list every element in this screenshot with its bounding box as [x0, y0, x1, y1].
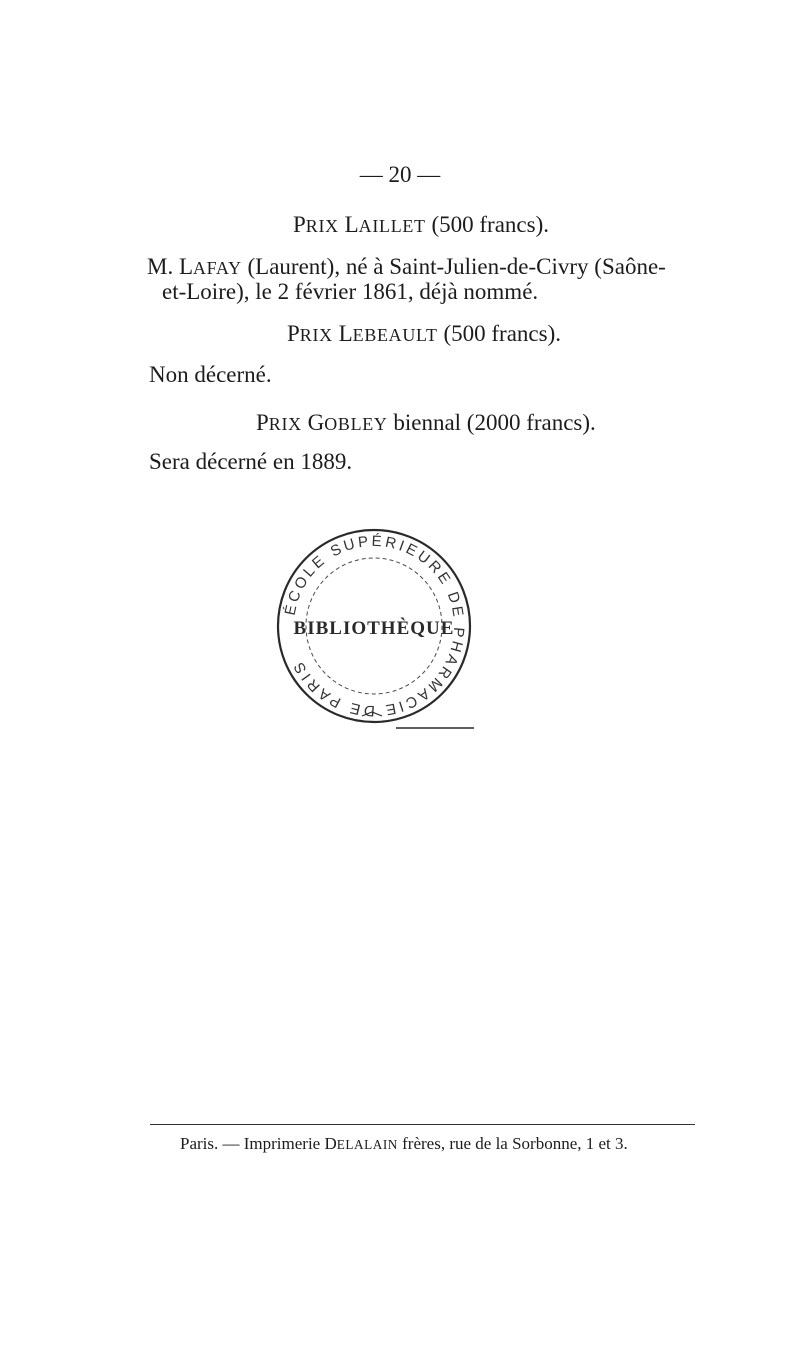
- prize-status-gobley: Sera décerné en 1889.: [149, 449, 353, 474]
- printer-name-cap: D: [324, 1134, 337, 1153]
- stamp-center-text: BIBLIOTHÈQUE: [293, 618, 455, 639]
- heading-word-rest: RIX: [305, 216, 339, 236]
- heading-amount: (500 francs).: [431, 212, 549, 237]
- heading-amount: (500 francs).: [443, 321, 561, 346]
- heading-name-cap: L: [344, 212, 359, 237]
- laureate-name-cap: L: [178, 254, 194, 279]
- laureate-name-rest: AFAY: [193, 258, 242, 278]
- printer-imprint: [180, 1134, 628, 1154]
- heading-word-cap: P: [256, 410, 269, 435]
- heading-name-rest: OBLEY: [324, 414, 388, 434]
- heading-word-rest: RIX: [268, 414, 302, 434]
- heading-word-cap: P: [293, 212, 306, 237]
- laureate-line-2: et-Loire), le 2 février 1861, déjà nommé.: [162, 279, 539, 304]
- heading-word-cap: P: [287, 321, 300, 346]
- heading-name-cap: G: [307, 410, 325, 435]
- heading-name-rest: EBEAULT: [352, 325, 438, 345]
- library-stamp: [266, 518, 482, 732]
- laureate-details: (Laurent), né à Saint-Julien-de-Civry (Saône-: [241, 254, 666, 279]
- prize-heading-laillet: [293, 212, 549, 238]
- laureate-line-1: [147, 254, 666, 280]
- prize-heading-lebeault: [287, 321, 561, 347]
- heading-name-rest: AILLET: [358, 216, 426, 236]
- prize-heading-gobley: [256, 410, 596, 436]
- printer-name-rest: ELALAIN: [336, 1137, 398, 1152]
- imprint-suffix: frères, rue de la Sorbonne, 1 et 3.: [397, 1134, 628, 1153]
- prize-status-lebeault: Non décerné.: [149, 362, 272, 387]
- heading-name-cap: L: [338, 321, 353, 346]
- laureate-prefix: M.: [147, 254, 179, 279]
- stamp-ring-textpath: ÉCOLE SUPÉRIEURE DE PHARMACIE DE PARIS: [281, 532, 468, 720]
- imprint-prefix: Paris. — Imprimerie: [180, 1134, 325, 1153]
- heading-amount: biennal (2000 francs).: [393, 410, 596, 435]
- page-number: — 20 —: [359, 162, 441, 187]
- footer-rule: [150, 1124, 695, 1125]
- heading-word-rest: RIX: [299, 325, 333, 345]
